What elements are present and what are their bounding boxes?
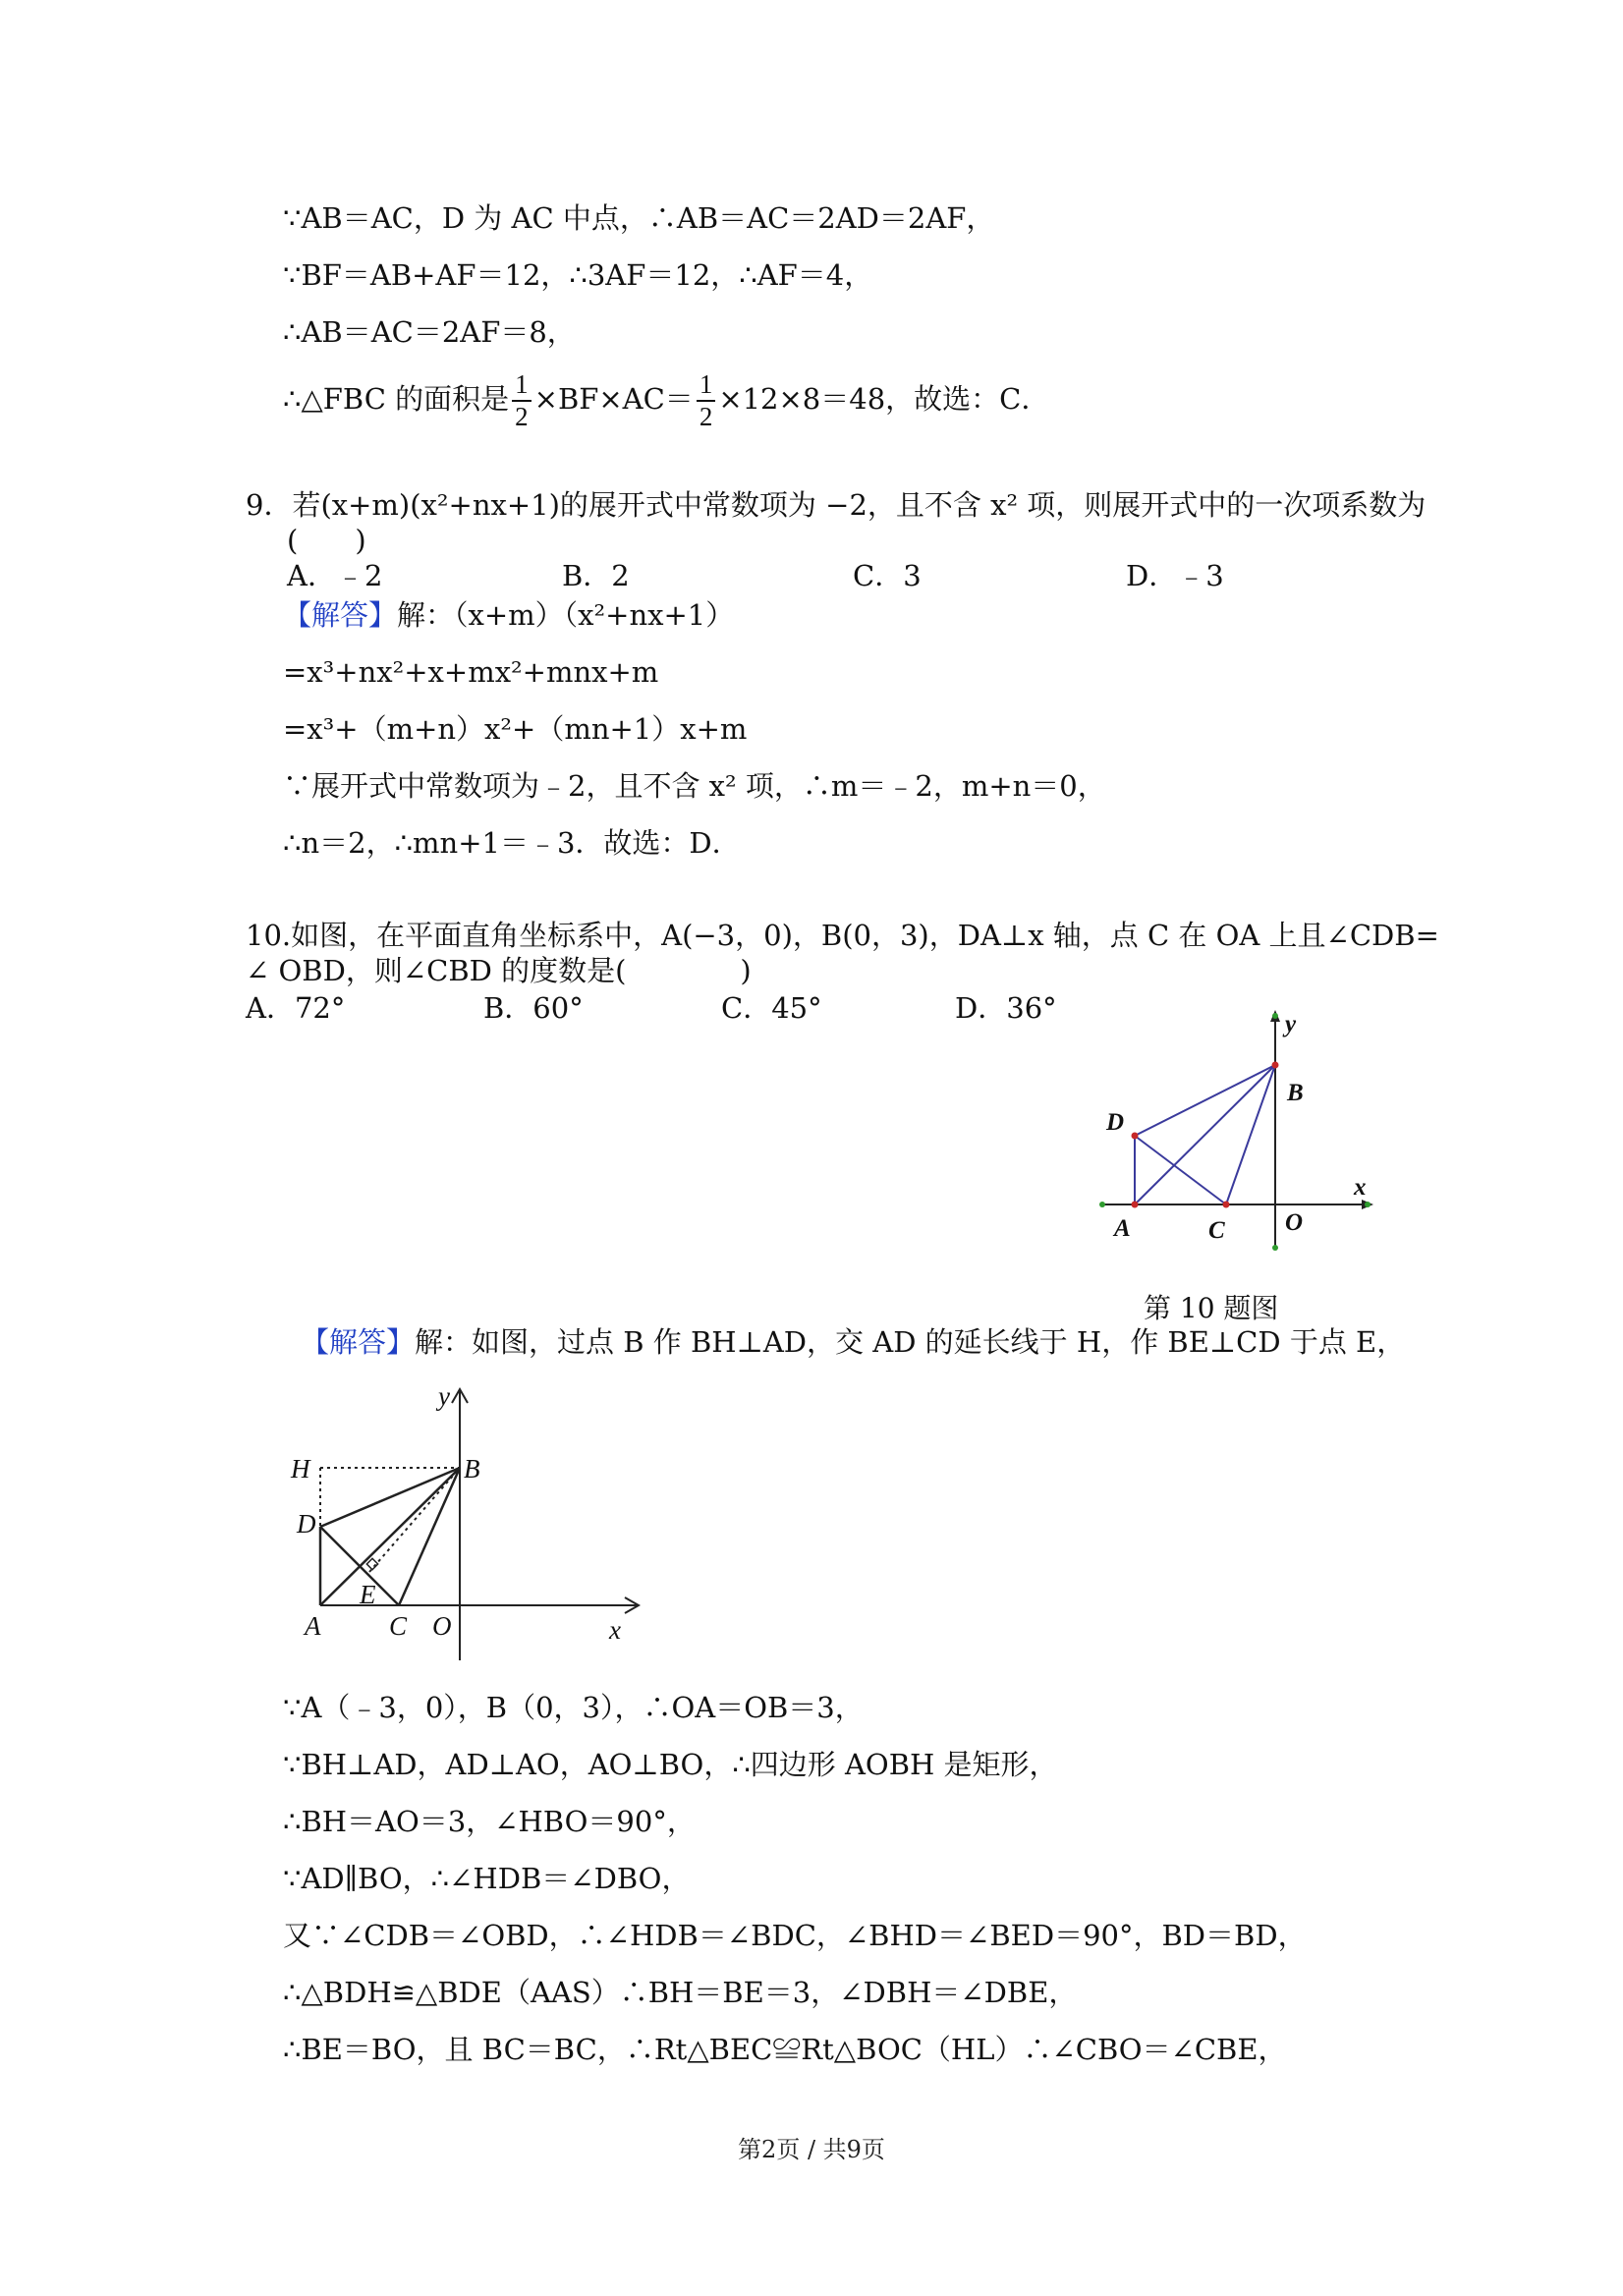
solution-label-d: D [297,1509,316,1539]
q10-solution-line-7: ∴BE＝BO，且 BC＝BC，∴Rt△BEC≌Rt△BOC（HL）∴∠CBO＝∠CBE， [283,2033,1287,2066]
figure-points [1099,1013,1371,1251]
q9-solution-line-2: =x³+nx²+x+mx²+mnx+m [283,655,659,689]
q9-solution-line-3: =x³+（m+n）x²+（mn+1）x+m [283,712,748,746]
y-axis-bottom-point [1272,1245,1278,1251]
figure-labels [1105,1011,1367,1244]
q9-solution-line-5: ∴n＝2，∴mn+1＝﹣3．故选：D． [283,826,741,860]
solution-segment-ab [320,1468,460,1605]
fraction-denominator-2: 2 [699,402,713,431]
q9-option-c: C．3 [853,559,922,592]
q10-option-a: A．72° [246,991,346,1025]
q10-solution-line-1: ∵A（﹣3，0），B（0，3），∴OA＝OB＝3， [283,1691,864,1724]
label-o: O [1285,1209,1304,1236]
sol8-line-3: ∴AB＝AC＝2AF＝8， [283,315,576,349]
fraction-numerator: 1 [512,371,532,402]
point-b [1272,1062,1279,1069]
label-c: C [1208,1217,1225,1244]
x-axis-end-point [1365,1202,1371,1207]
solution-axes [320,1389,639,1660]
q9-paren: ( ) [287,524,366,557]
q10-answer-text: 解：如图，过点 B 作 BH⊥AD，交 AD 的延长线于 H，作 BE⊥CD 于点 E， [415,1325,1406,1359]
point-d [1132,1133,1139,1140]
figure-caption: 第 10 题图 [1144,1292,1279,1324]
right-angle-mark [366,1558,377,1569]
label-y: y [1285,1011,1297,1037]
segment-dc [1135,1136,1226,1204]
q9-answer-label: 【解答】 [283,598,398,632]
segment-ab [1135,1065,1275,1204]
sol8-line-4 [283,364,1049,434]
fraction-half-2 [697,371,716,430]
page-footer: 第2页 / 共9页 [738,2136,885,2163]
q10-solution-line-4: ∵AD∥BO，∴∠HDB＝∠DBO， [283,1862,691,1895]
y-axis-top-point [1272,1013,1278,1019]
q10-stem-line-1: 10.如图，在平面直角坐标系中，A(−3，0)，B(0，3)，DA⊥x 轴，点 C 在 OA 上且∠CDB= [246,919,1439,952]
q10-solution-intro [301,1322,1405,1362]
q9-option-b: B．2 [562,559,630,592]
q10-solution-line-2: ∵BH⊥AD，AD⊥AO，AO⊥BO，∴四边形 AOBH 是矩形， [283,1748,1058,1781]
q10-solution-line-5: 又∵∠CDB＝∠OBD，∴∠HDB＝∠BDC，∠BHD＝∠BED＝90°，BD＝BD， [283,1919,1307,1952]
q9-option-a: A．﹣2 [287,559,383,592]
segment-be [369,1468,460,1572]
q10-stem-line-2: ∠ OBD，则∠CBD 的度数是( ) [246,954,752,987]
solution-label-a: A [305,1611,321,1641]
q10-figure [1081,1002,1395,1297]
label-d: D [1106,1109,1125,1136]
fraction-denominator: 2 [515,402,529,431]
solution-dotted-lines [320,1468,460,1572]
area-text: ∴△FBC 的面积是 [283,382,510,416]
q10-option-d: D．36° [955,991,1057,1025]
figure-lines [1135,1065,1275,1204]
solution-label-h: H [291,1454,310,1484]
solution-label-e: E [360,1580,376,1609]
q10-solution-line-3: ∴BH＝AO＝3，∠HBO＝90°， [283,1805,696,1838]
sol8-line-2: ∵BF＝AB+AF＝12，∴3AF＝12，∴AF＝4， [283,258,873,292]
solution-label-y: y [438,1381,450,1411]
q10-solution-line-6: ∴△BDH≌△BDE（AAS）∴BH＝BE＝3，∠DBH＝∠DBE， [283,1976,1078,2009]
q9-solution-line-4: ∵展开式中常数项为﹣2，且不含 x² 项，∴m＝﹣2，m+n＝0， [283,769,1106,803]
x-axis-start-point [1099,1202,1105,1207]
fraction-numerator-2: 1 [697,371,716,402]
solution-label-x: x [609,1615,621,1645]
label-b: B [1287,1080,1304,1106]
sol8-line-1: ∵AB＝AC，D 为 AC 中点，∴AB＝AC＝2AD＝2AF， [283,201,995,235]
point-a [1132,1202,1139,1208]
area-result-text: ×12×8＝48，故选：C． [718,382,1050,416]
label-a: A [1114,1215,1131,1242]
q9-answer-text: 解：（x+m）（x²+nx+1） [397,598,735,632]
q9-stem: 9．若(x+m)(x²+nx+1)的展开式中常数项为 −2，且不含 x² 项，则展开式中的一次项系数为 [246,488,1427,522]
q10-answer-label: 【解答】 [301,1325,416,1359]
q9-option-d: D．﹣3 [1126,559,1224,592]
q10-option-c: C．45° [721,991,822,1025]
figure-axes [1102,1010,1373,1248]
fraction-half [512,371,532,430]
label-x: x [1354,1174,1367,1201]
solution-figure [275,1375,658,1670]
solution-label-o: O [432,1611,452,1641]
q9-solution-line-1 [283,595,734,635]
solution-label-c: C [389,1611,408,1641]
area-product-text: ×BF×AC＝ [533,382,694,416]
solution-label-b: B [464,1454,480,1484]
q10-option-b: B．60° [483,991,584,1025]
point-c [1223,1202,1230,1208]
solution-lines [320,1468,460,1605]
